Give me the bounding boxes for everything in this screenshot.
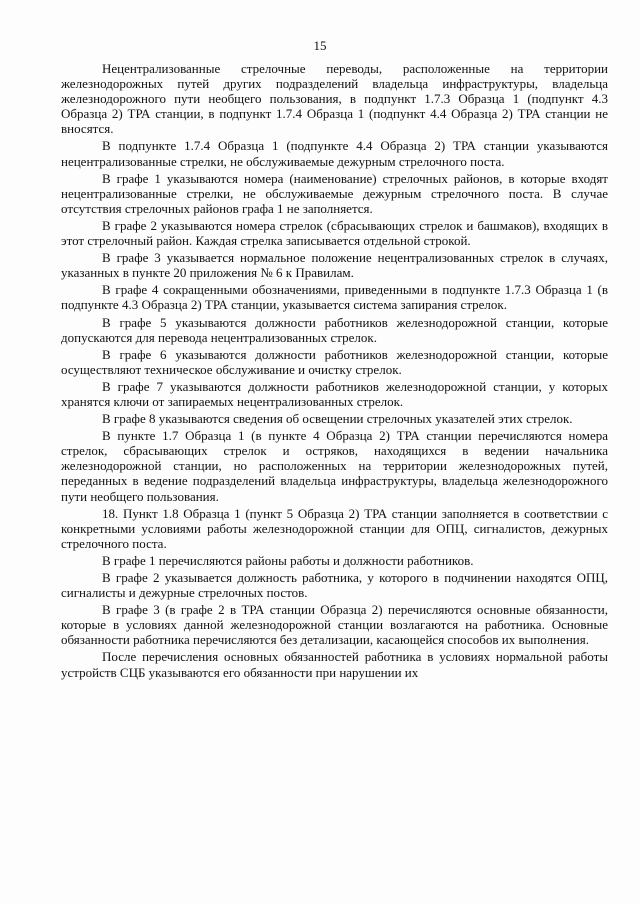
paragraph: В графе 2 указываются номера стрелок (сбрасывающих стрелок и башмаков), входящих в этот стрелочный район. Каждая стрелка записывается отдельной строкой. (61, 217, 608, 249)
paragraph: В графе 3 указывается нормальное положение нецентрализованных стрелок в случаях, указанных в пункте 20 приложения № 6 к Правилам. (61, 250, 608, 281)
paragraph: После перечисления основных обязанностей работника в условиях нормальной работы устройств СЦБ указываются его обязанности при нарушении их (61, 649, 608, 680)
paragraph: В графе 7 указываются должности работников железнодорожной станции, у которых хранятся ключи от запираемых нецентрализованных стрелок. (61, 378, 608, 409)
paragraph: В графе 1 перечисляются районы работы и должности работников. (102, 552, 474, 568)
paragraph: В графе 4 сокращенными обозначениями, приведенными в подпункте 1.7.3 Образца 1 (в подпункте 4.3 Образца 2) ТРА станции, указывается система запирания стрелок. (61, 282, 608, 313)
paragraph: В графе 8 указываются сведения об освещении стрелочных указателей этих стрелок. (102, 411, 573, 427)
paragraph: В графе 5 указываются должности работников железнодорожной станции, которые допускаются для перевода нецентрализованных стрелок. (61, 314, 608, 345)
paragraph: В графе 1 указываются номера (наименование) стрелочных районов, в которые входят нецентрализованные стрелки, не обслуживаемые дежурным стрелочного поста. В случае отсутствия стрелочных районов графа 1 не заполняется. (61, 170, 608, 216)
paragraph: В пункте 1.7 Образца 1 (в пункте 4 Образца 2) ТРА станции перечисляются номера стрелок, сбрасывающих стрелок и остряков, находящихся в ведении начальника железнодорожной станции, но расположенных на территории железнодорожных путей, переданных в ведение подразделений владельца инфраструктуры, владельца железнодорожного пути необщего пользования. (61, 428, 608, 504)
paragraph: 18. Пункт 1.8 Образца 1 (пункт 5 Образца 2) ТРА станции заполняется в соответствии с конкретными условиями работы железнодорожной станции для ОПЦ, сигналистов, дежурных стрелочного поста. (61, 505, 608, 551)
paragraph: В графе 3 (в графе 2 в ТРА станции Образца 2) перечисляются основные обязанности, которые в условиях данной железнодорожной станции возлагаются на работника. Основные обязанности работника перечисляются без детализации, касающейся способов их выполнения. (61, 602, 608, 648)
document-body (61, 61, 608, 680)
paragraph: В графе 6 указываются должности работников железнодорожной станции, которые осуществляют техническое обслуживание и очистку стрелок. (61, 346, 608, 377)
paragraph: В подпункте 1.7.4 Образца 1 (подпункте 4.4 Образца 2) ТРА станции указываются нецентрализованные стрелки, не обслуживаемые дежурным стрелочного поста. (61, 138, 608, 169)
page-number: 15 (313, 38, 327, 53)
paragraph: В графе 2 указывается должность работника, у которого в подчинении находятся ОПЦ, сигналисты и дежурные стрелочных постов. (61, 570, 608, 601)
paragraph: Нецентрализованные стрелочные переводы, расположенные на территории железнодорожных путей других подразделений владельца инфраструктуры, владельца железнодорожного пути необщего пользования, в подпункт 1.7.3 Образца 1 (подпункт 4.3 Образца 2) ТРА станции, в подпункт 1.7.4 Образца 1 (подпункт 4.4 Образца 2) ТРА станции не вносятся. (61, 61, 608, 137)
